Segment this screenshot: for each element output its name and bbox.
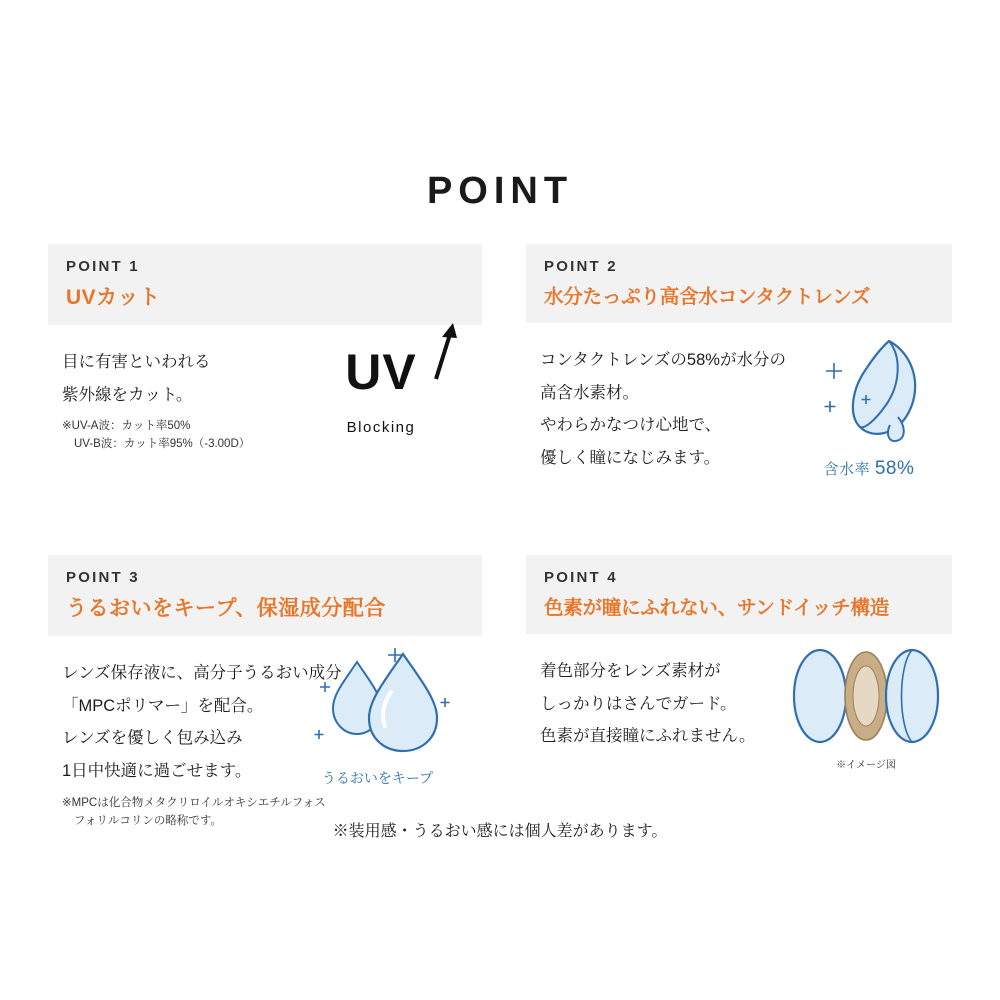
point-1-heading: UVカット bbox=[66, 286, 161, 309]
point-1-header bbox=[48, 244, 482, 325]
point-1-line-2: 紫外線をカット。 bbox=[62, 385, 193, 404]
point-3-header bbox=[48, 555, 482, 636]
point-3-line-4: 1日中快適に過ごせます。 bbox=[62, 762, 252, 781]
sandwich-lens-icon bbox=[786, 644, 946, 749]
moisture-drop-art bbox=[295, 646, 460, 788]
up-arrow-icon bbox=[429, 321, 459, 381]
sandwich-caption: ※イメージ図 bbox=[836, 760, 896, 771]
point-card-2 bbox=[500, 244, 952, 555]
footnote: ※装用感・うるおい感には個人差があります。 bbox=[332, 823, 668, 840]
point-4-line-2: しっかりはさんでガード。 bbox=[540, 694, 737, 713]
point-3-line-1: レンズ保存液に、高分子うるおい成分 bbox=[62, 664, 342, 682]
contact-lens-icon bbox=[794, 329, 944, 449]
point-4-heading: 色素が瞳にふれない、サンドイッチ構造 bbox=[544, 597, 890, 619]
page-title: POINT bbox=[426, 170, 574, 212]
uv-blocking-art bbox=[306, 344, 456, 436]
point-1-note-line-1: ※UV-A波：カット率50% bbox=[62, 420, 191, 433]
water-content-label: 含水率 bbox=[823, 461, 871, 478]
point-2-heading: 水分たっぷり高含水コンタクトレンズ bbox=[544, 286, 871, 308]
point-3-note-line-2: フォリルコリンの略称です。 bbox=[74, 814, 223, 827]
point-1-line-1: 目に有害といわれる bbox=[62, 353, 211, 371]
point-2-label: POINT 2 bbox=[544, 258, 618, 275]
point-2-line-2: 高含水素材。 bbox=[540, 383, 639, 402]
point-4-line-1: 着色部分をレンズ素材が bbox=[540, 662, 721, 680]
point-card-1 bbox=[48, 244, 500, 555]
sandwich-structure-art bbox=[786, 644, 946, 771]
water-lens-art bbox=[794, 329, 944, 480]
point-1-body bbox=[48, 325, 482, 555]
point-2-body bbox=[526, 323, 952, 553]
point-1-note-line-2: UV-B波：カット率95%（-3.00D） bbox=[74, 438, 251, 451]
point-2-line-4: 優しく瞳になじみます。 bbox=[540, 449, 721, 468]
point-3-line-2: 「MPCポリマー」を配合。 bbox=[62, 696, 264, 715]
water-content-caption bbox=[794, 458, 944, 480]
point-2-line-3: やわらかなつけ心地で、 bbox=[540, 416, 722, 435]
point-3-line-3: レンズを優しく包み込み bbox=[62, 729, 243, 748]
uv-blocking-caption: Blocking bbox=[346, 419, 416, 436]
uv-word-label: UV bbox=[345, 344, 417, 400]
points-row-1 bbox=[48, 244, 952, 555]
point-2-line-1: コンタクトレンズの58%が水分の bbox=[540, 351, 786, 369]
point-4-line-3: 色素が直接瞳にふれません。 bbox=[540, 727, 756, 746]
point-1-label: POINT 1 bbox=[66, 258, 140, 275]
moisture-caption: うるおいをキープ bbox=[321, 770, 434, 786]
point-4-header bbox=[526, 555, 952, 634]
water-drop-icon bbox=[295, 646, 460, 761]
point-3-label: POINT 3 bbox=[66, 569, 140, 586]
point-3-heading: うるおいをキープ、保湿成分配合 bbox=[66, 597, 386, 620]
point-4-label: POINT 4 bbox=[544, 569, 618, 586]
point-2-header bbox=[526, 244, 952, 323]
point-3-note-line-1: ※MPCは化合物メタクリロイルオキシエチルフォス bbox=[62, 796, 326, 809]
water-content-value: 58% bbox=[874, 458, 915, 479]
uv-text bbox=[345, 344, 417, 400]
points-grid bbox=[48, 244, 952, 866]
